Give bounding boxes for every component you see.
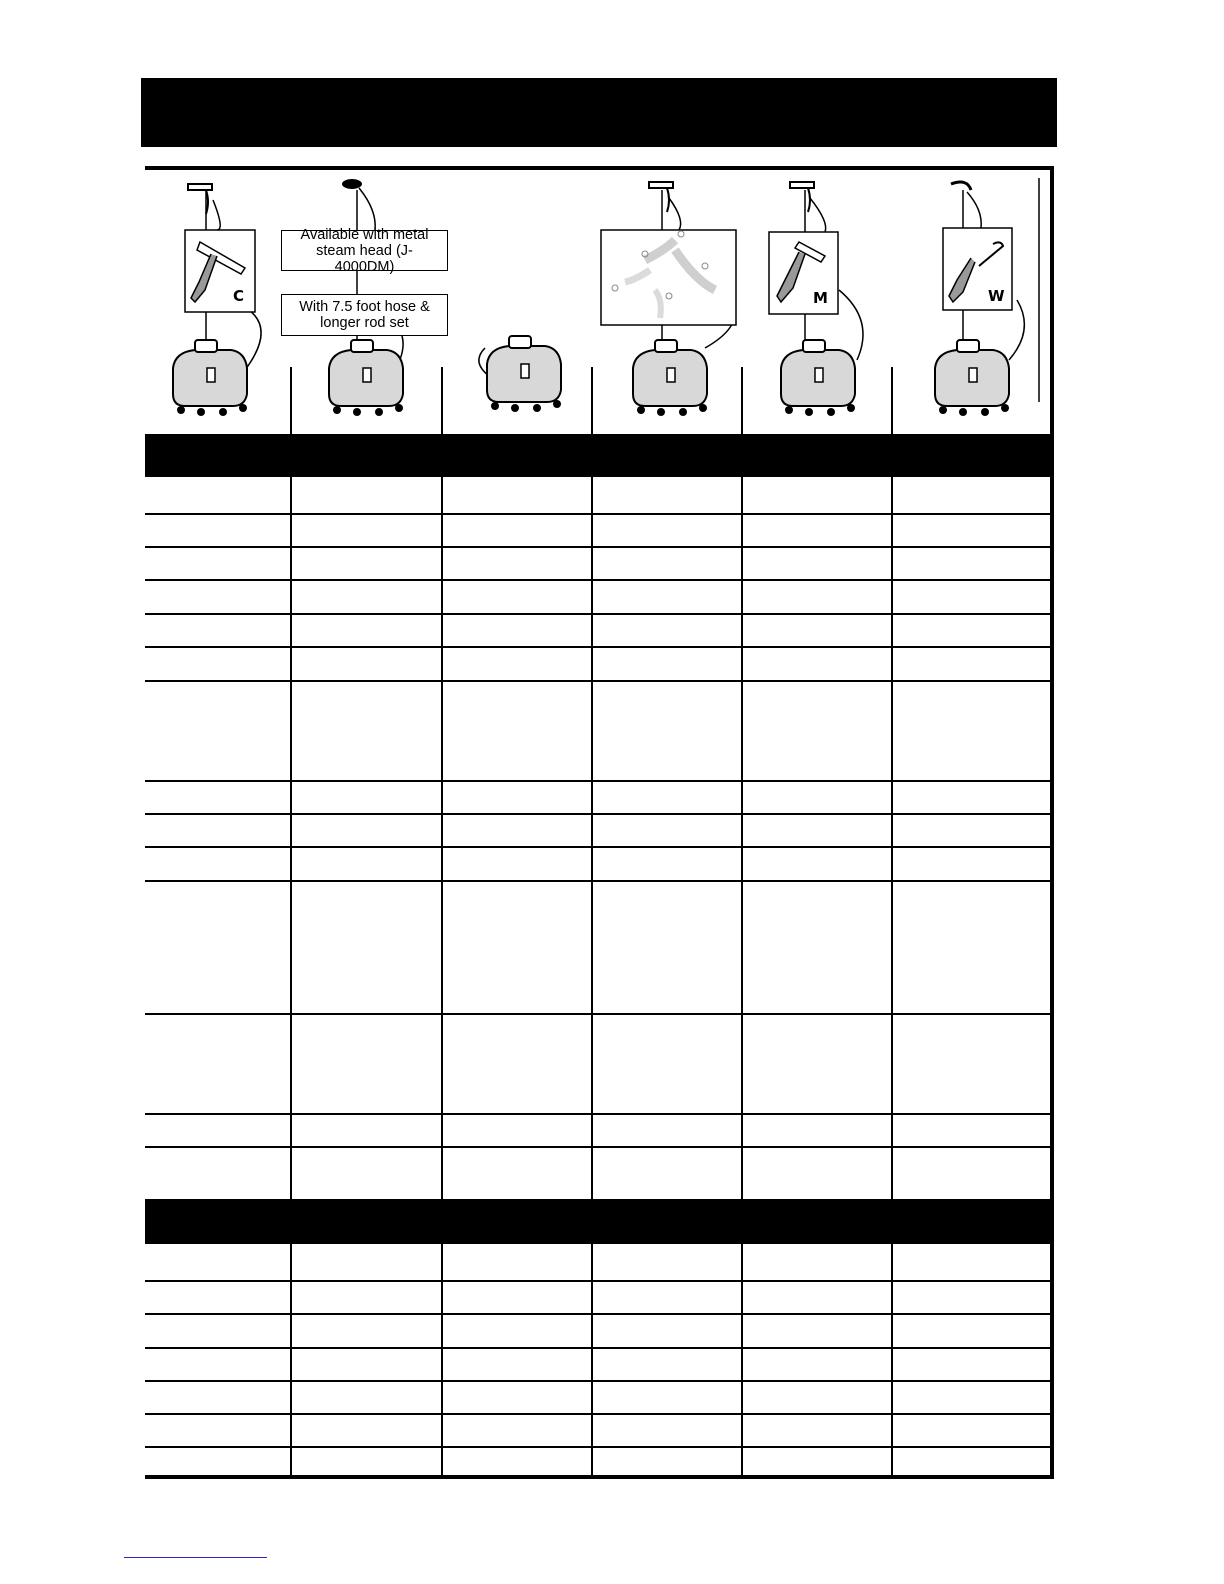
head-letter-m: M bbox=[813, 289, 828, 307]
column-divider bbox=[591, 367, 593, 436]
row-divider bbox=[145, 1280, 1050, 1282]
row-divider bbox=[145, 1413, 1050, 1415]
column-divider bbox=[441, 477, 443, 1199]
callout-metal-head: Available with metal steam head (J-4000DM) bbox=[281, 230, 448, 271]
head-letter-c: C bbox=[233, 287, 245, 305]
section-band-1 bbox=[145, 434, 1050, 477]
column-divider bbox=[741, 477, 743, 1199]
row-divider bbox=[145, 546, 1050, 548]
row-divider bbox=[145, 1113, 1050, 1115]
column-divider bbox=[891, 367, 893, 436]
comparison-table bbox=[145, 166, 1054, 1479]
row-divider bbox=[145, 579, 1050, 581]
steamer-unit-icon bbox=[479, 336, 561, 412]
steam-head-icon bbox=[185, 230, 255, 312]
column-divider bbox=[891, 477, 893, 1199]
row-divider bbox=[145, 1380, 1050, 1382]
column-divider bbox=[290, 367, 292, 436]
row-divider bbox=[145, 646, 1050, 648]
row-divider bbox=[145, 846, 1050, 848]
column-divider bbox=[441, 367, 443, 436]
row-divider bbox=[145, 680, 1050, 682]
row-divider bbox=[145, 813, 1050, 815]
steam-head-icon bbox=[601, 230, 736, 325]
column-divider bbox=[741, 367, 743, 436]
head-letter-w: W bbox=[988, 287, 1005, 305]
column-divider bbox=[290, 477, 292, 1199]
page-header-bar bbox=[141, 78, 1057, 147]
row-divider bbox=[145, 1347, 1050, 1349]
row-divider bbox=[145, 780, 1050, 782]
row-divider bbox=[145, 880, 1050, 882]
row-divider bbox=[145, 613, 1050, 615]
row-divider bbox=[145, 1313, 1050, 1315]
section-band-2 bbox=[145, 1199, 1050, 1244]
row-divider bbox=[145, 513, 1050, 515]
row-divider bbox=[145, 1446, 1050, 1448]
column-divider bbox=[591, 477, 593, 1199]
footer-rule bbox=[124, 1557, 267, 1558]
row-divider bbox=[145, 1013, 1050, 1015]
callout-long-hose: With 7.5 foot hose & longer rod set bbox=[281, 294, 448, 336]
row-divider bbox=[145, 1146, 1050, 1148]
